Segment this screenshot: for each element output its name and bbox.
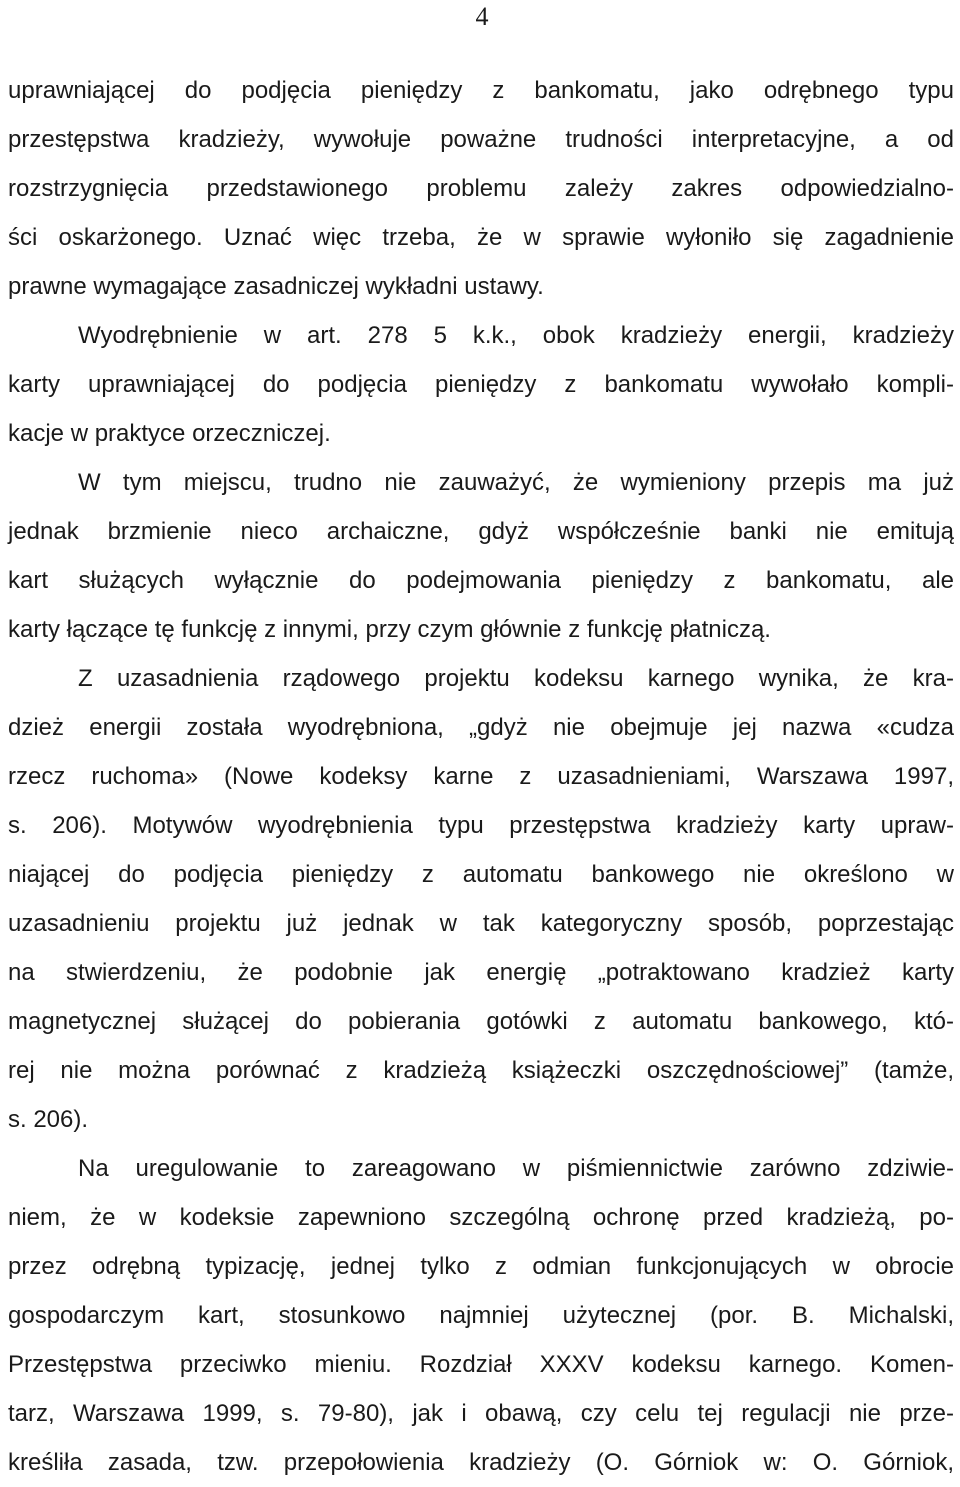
text-line: rzecz ruchoma» (Nowe kodeksy karne z uzasadnieniami, Warszawa 1997,	[8, 763, 954, 790]
text-line: jednak brzmienie nieco archaiczne, gdyż współcześnie banki nie emitują	[8, 518, 954, 545]
text-line: gospodarczym kart, stosunkowo najmniej użytecznej (por. B. Michalski,	[8, 1302, 954, 1329]
text-line: Wyodrębnienie w art. 278 5 k.k., obok kradzieży energii, kradzieży	[78, 322, 954, 349]
text-line: Przestępstwa przeciwko mieniu. Rozdział XXXV kodeksu karnego. Komen-	[8, 1351, 954, 1378]
text-line: przez odrębną typizację, jednej tylko z odmian funkcjonujących w obrocie	[8, 1253, 954, 1280]
text-line: uprawniającej do podjęcia pieniędzy z bankomatu, jako odrębnego typu	[8, 77, 954, 104]
text-line: karty uprawniającej do podjęcia pieniędzy z bankomatu wywołało kompli-	[8, 371, 954, 398]
text-line: kacje w praktyce orzeczniczej.	[8, 420, 331, 447]
text-line: uzasadnieniu projektu już jednak w tak kategoryczny sposób, poprzestając	[8, 910, 954, 937]
page-number: 4	[475, 2, 489, 31]
text-line: tarz, Warszawa 1999, s. 79-80), jak i obawą, czy celu tej regulacji nie prze-	[8, 1400, 954, 1427]
text-line: na stwierdzeniu, że podobnie jak energię „potraktowano kradzież karty	[8, 959, 954, 986]
text-line: kreśliła zasada, tzw. przepołowienia kradzieży (O. Górniok w: O. Górniok,	[8, 1449, 954, 1476]
text-line: prawne wymagające zasadniczej wykładni ustawy.	[8, 273, 544, 300]
text-line: s. 206).	[8, 1106, 89, 1133]
text-line: niem, że w kodeksie zapewniono szczególną ochronę przed kradzieżą, po-	[8, 1204, 954, 1231]
text-line: W tym miejscu, trudno nie zauważyć, że wymieniony przepis ma już	[78, 469, 954, 496]
text-line: Z uzasadnienia rządowego projektu kodeksu karnego wynika, że kra-	[78, 665, 954, 692]
text-line: s. 206). Motywów wyodrębnienia typu przestępstwa kradzieży karty upraw-	[8, 812, 954, 839]
text-line: Na uregulowanie to zareagowano w piśmiennictwie zarówno zdziwie-	[78, 1155, 954, 1182]
text-line: ści oskarżonego. Uznać więc trzeba, że w sprawie wyłoniło się zagadnienie	[8, 224, 954, 251]
text-line: przestępstwa kradzieży, wywołuje poważne trudności interpretacyjne, a od	[8, 126, 954, 153]
text-line: karty łączące tę funkcję z innymi, przy czym głównie z funkcję płatniczą.	[8, 616, 771, 643]
text-line: kart służących wyłącznie do podejmowania pieniędzy z bankomatu, ale	[8, 567, 954, 594]
text-line: niającej do podjęcia pieniędzy z automatu bankowego nie określono w	[8, 861, 954, 888]
text-line: dzież energii została wyodrębniona, „gdyż nie obejmuje jej nazwa «cudza	[8, 714, 954, 741]
text-line: rozstrzygnięcia przedstawionego problemu zależy zakres odpowiedzialno-	[8, 175, 954, 202]
text-line: rej nie można porównać z kradzieżą książeczki oszczędnościowej” (tamże,	[8, 1057, 954, 1084]
text-line: magnetycznej służącej do pobierania gotówki z automatu bankowego, któ-	[8, 1008, 954, 1035]
document-body	[8, 66, 954, 1487]
